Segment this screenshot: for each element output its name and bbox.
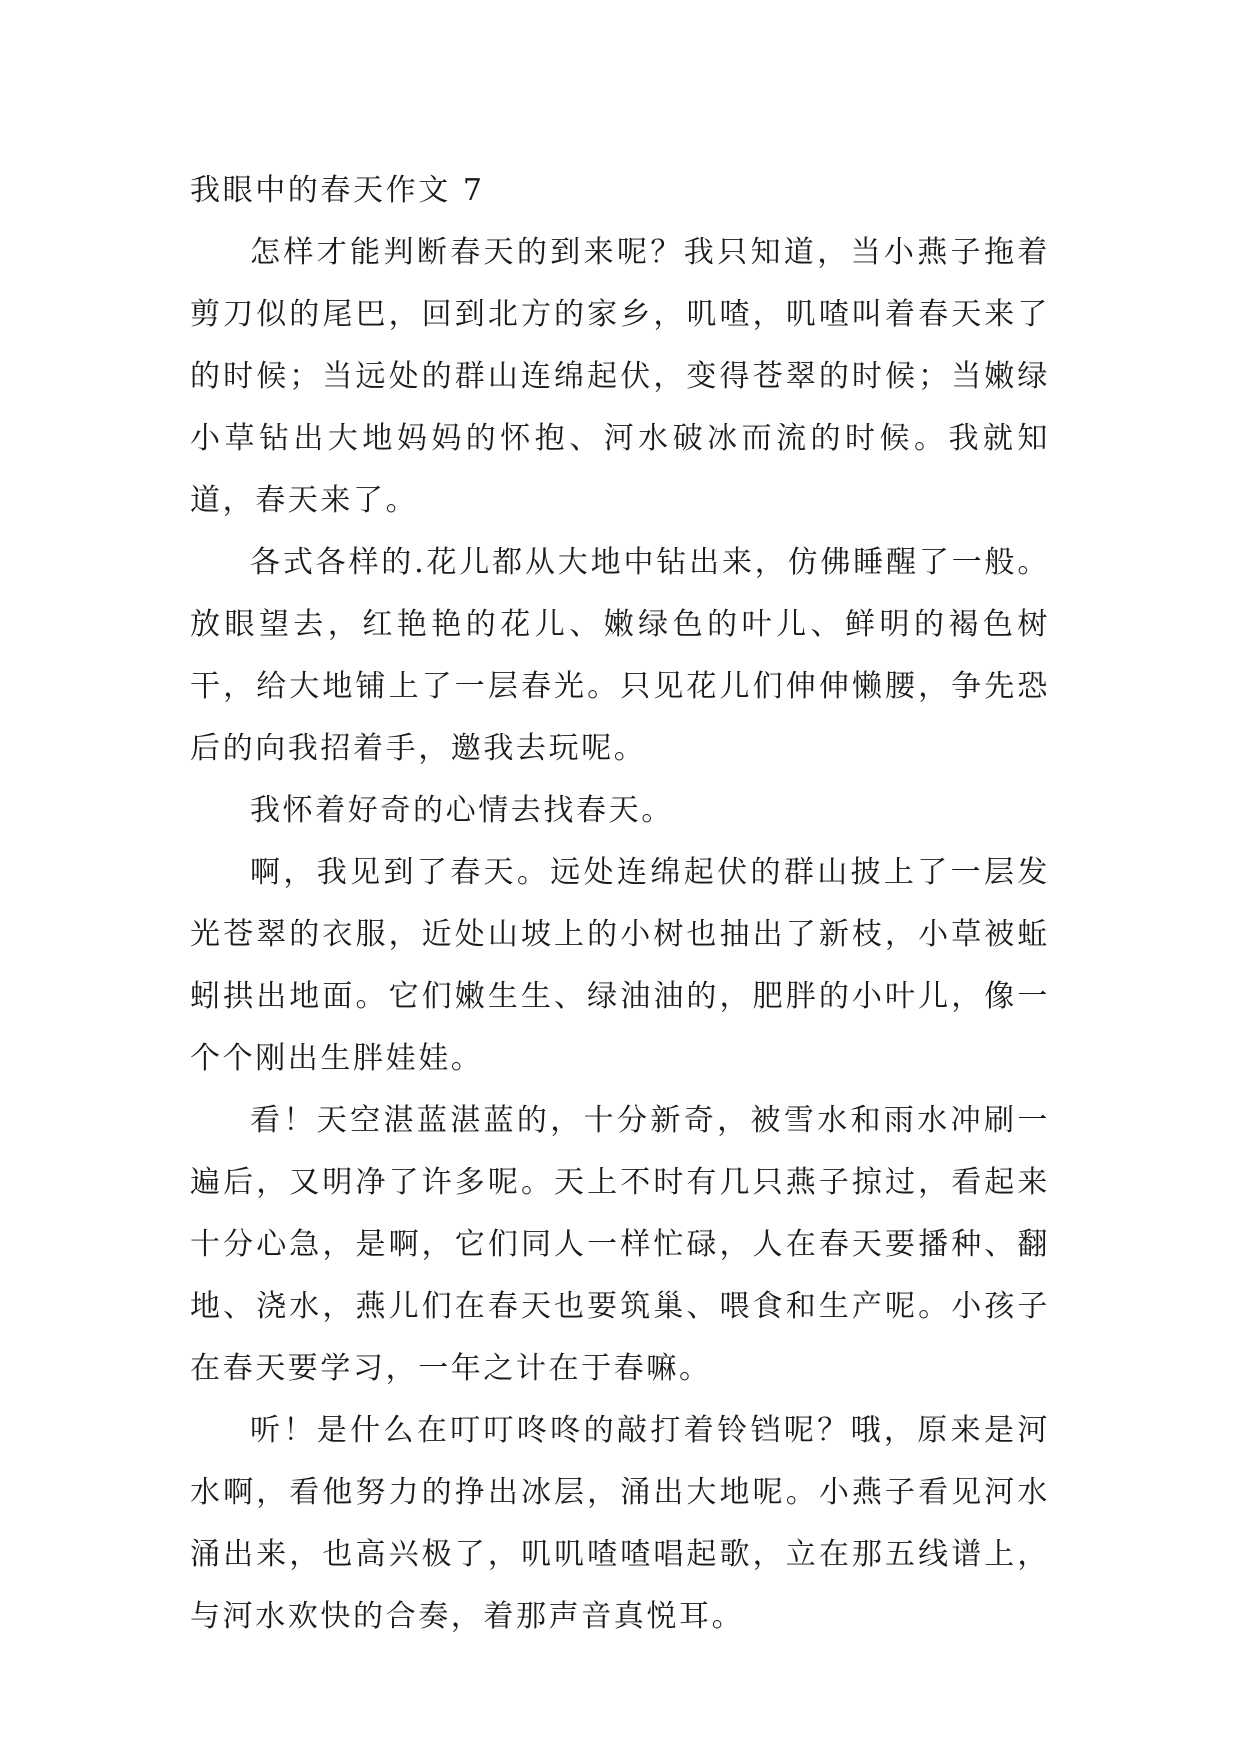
document-body [190, 160, 1050, 1648]
paragraph-5: 看！天空湛蓝湛蓝的，十分新奇，被雪水和雨水冲刷一遍后，又明净了许多呢。天上不时有几只燕子掠过，看起来十分心急，是啊，它们同人一样忙碌，人在春天要播种、翻地、浇水，燕儿们在春天也要筑巢、喂食和生产呢。小孩子在春天要学习，一年之计在于春嘛。 [190, 1103, 1050, 1386]
document-title: 我眼中的春天作文 7 [190, 173, 485, 208]
paragraph-1: 怎样才能判断春天的到来呢？我只知道，当小燕子拖着剪刀似的尾巴，回到北方的家乡，叽喳，叽喳叫着春天来了的时候；当远处的群山连绵起伏，变得苍翠的时候；当嫩绿小草钻出大地妈妈的怀抱、河水破冰而流的时候。我就知道，春天来了。 [190, 235, 1050, 518]
paragraph-6: 听！是什么在叮叮咚咚的敲打着铃铛呢？哦，原来是河水啊，看他努力的挣出冰层，涌出大地呢。小燕子看见河水涌出来，也高兴极了，叽叽喳喳唱起歌，立在那五线谱上，与河水欢快的合奏，着那声音真悦耳。 [190, 1413, 1050, 1634]
paragraph-2: 各式各样的.花儿都从大地中钻出来，仿佛睡醒了一般。放眼望去，红艳艳的花儿、嫩绿色的叶儿、鲜明的褐色树干，给大地铺上了一层春光。只见花儿们伸伸懒腰，争先恐后的向我招着手，邀我去玩呢。 [190, 545, 1050, 766]
paragraph-4: 啊，我见到了春天。远处连绵起伏的群山披上了一层发光苍翠的衣服，近处山坡上的小树也抽出了新枝，小草被蚯蚓拱出地面。它们嫩生生、绿油油的，肥胖的小叶儿，像一个个刚出生胖娃娃。 [190, 855, 1050, 1076]
paragraph-3: 我怀着好奇的心情去找春天。 [250, 793, 674, 828]
